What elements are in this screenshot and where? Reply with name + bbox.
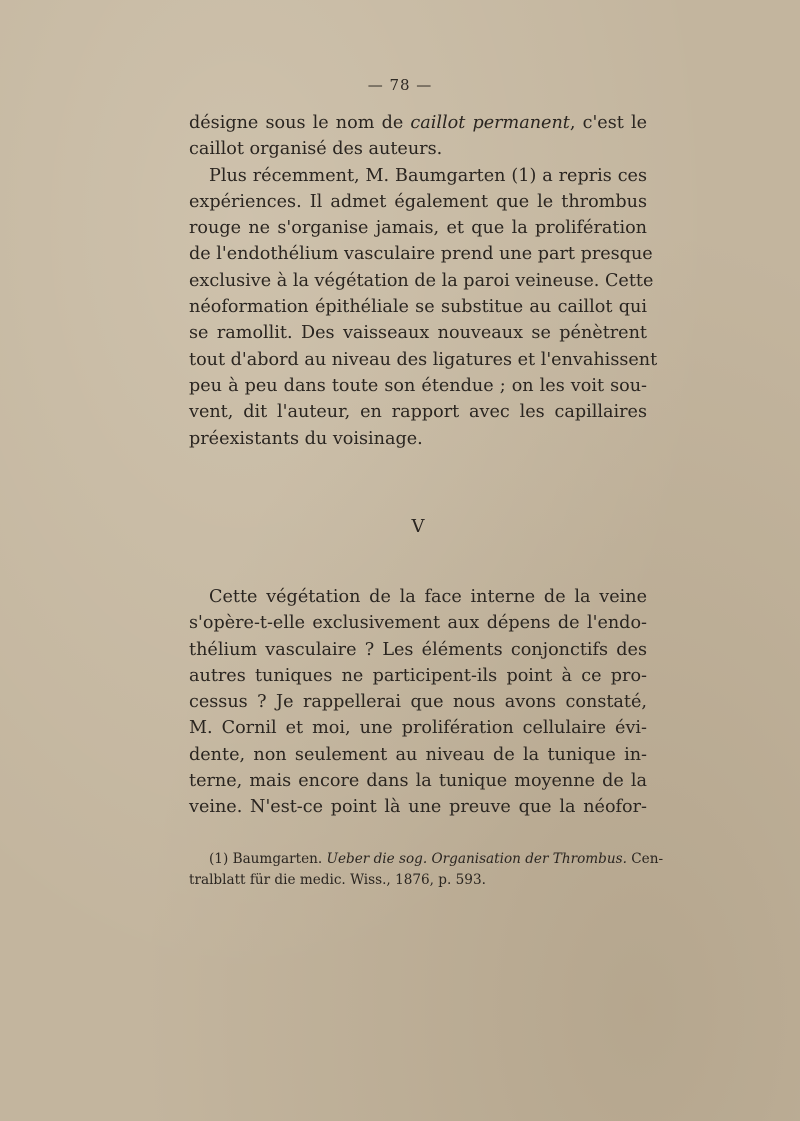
text-line: tout d'abord au niveau des ligatures et l'envahissent	[189, 349, 658, 370]
text-line: cessus ? Je rappellerai que nous avons constaté,	[189, 692, 647, 713]
footnote-line: tralblatt für die medic. Wiss., 1876, p. 593.	[189, 872, 486, 888]
text-block-bottom	[189, 584, 647, 821]
text-line: Plus récemment, M. Baumgarten (1) a repris ces	[209, 165, 647, 186]
text-line: de l'endothélium vasculaire prend une part presque	[189, 244, 653, 265]
text-line: exclusive à la végétation de la paroi veineuse. Cette	[189, 270, 654, 291]
section-heading: V	[411, 516, 425, 537]
footnote	[189, 849, 664, 891]
text-line: vent, dit l'auteur, en rapport avec les capillaires	[189, 402, 647, 423]
text-line: peu à peu dans toute son étendue ; on les voit sou-	[189, 375, 647, 396]
text-line: autres tuniques ne participent-ils point à ce pro-	[189, 665, 647, 686]
text-line: terne, mais encore dans la tunique moyenne de la	[189, 771, 647, 792]
text-line: préexistants du voisinage.	[189, 428, 423, 449]
text-block-top	[189, 110, 658, 452]
text-line: se ramollit. Des vaisseaux nouveaux se pénètrent	[189, 323, 647, 344]
text-line: néoformation épithéliale se substitue au caillot qui	[189, 297, 647, 318]
page-number: — 78 —	[367, 76, 433, 94]
text-line: M. Cornil et moi, une prolifération cellulaire évi-	[189, 718, 647, 739]
text-line: s'opère-t-elle exclusivement aux dépens de l'endo-	[189, 613, 647, 634]
text-line: dente, non seulement au niveau de la tunique in-	[189, 744, 647, 765]
text-line: Cette végétation de la face interne de la veine	[209, 587, 647, 607]
text-line: rouge ne s'organise jamais, et que la prolifération	[189, 218, 647, 239]
text-line: caillot organisé des auteurs.	[189, 139, 443, 160]
text-line: veine. N'est-ce point là une preuve que la néofor-	[189, 797, 647, 818]
text-line: thélium vasculaire ? Les éléments conjonctifs des	[189, 639, 647, 660]
text-line: expériences. Il admet également que le thrombus	[189, 191, 647, 212]
text-line: désigne sous le nom de caillot permanent, c'est le	[189, 113, 647, 133]
footnote-line: (1) Baumgarten. Ueber die sog. Organisation der Thrombus. Cen-	[209, 851, 664, 867]
